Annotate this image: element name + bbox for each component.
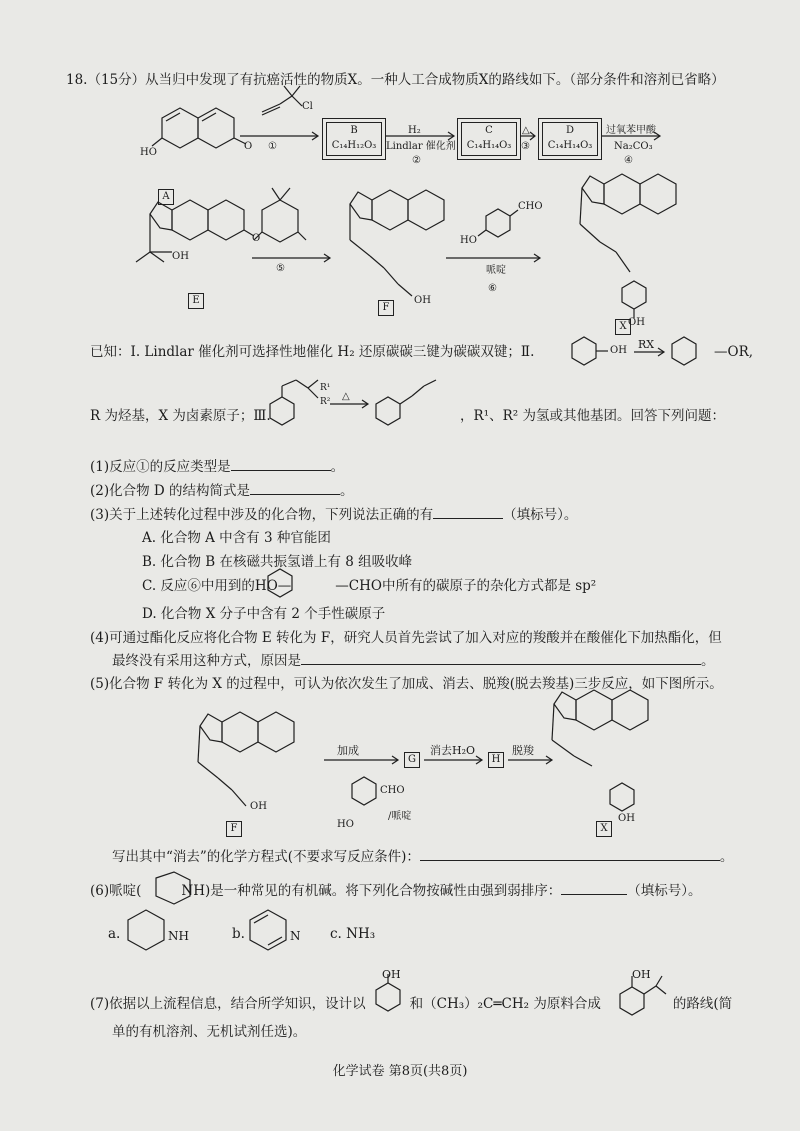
compound-label-f: F [378,300,394,316]
q5-ask: 写出其中“消去”的化学方程式(不要求写反应条件)： 。 [112,846,733,867]
structure-a [152,108,246,148]
question-header: 18.（15分）从当归中发现了有抗癌活性的物质X。一种人工合成物质X的路线如下。（部分条件和溶剂已省略） [66,72,725,88]
cond-peracid: 过氧苯甲酸 [606,125,656,136]
q5-add-label: 加成 [337,744,359,757]
q3-option-d: D. 化合物 X 分子中含有 2 个手性碳原子 [142,606,386,622]
q5-elim-label: 消去H₂O [430,744,476,757]
q4-text-2: 最终没有采用这种方式，原因是 。 [112,650,715,671]
structure-known-claisen [270,380,436,425]
known-or: —OR, [714,344,754,360]
structure-known-phenol [572,337,696,365]
q5-compound-x: X [596,821,612,837]
q5-piperidine: /哌啶 [388,811,412,822]
q2-text: (2)化合物 D 的结构简式是 。 [90,480,354,501]
atom-aldehyde-ho: HO [460,235,477,246]
q5-decarb-label: 脱羧 [512,744,534,757]
compound-box-b: B C₁₄H₁₂O₃ [322,118,386,160]
known-rx: RX [638,338,655,351]
q5-ho: HO [337,819,354,830]
atom-cl: Cl [302,101,313,112]
reaction-arrows-row2 [252,254,540,262]
q6-option-a: a. [108,926,121,942]
q3-text: (3)关于上述转化过程中涉及的化合物，下列说法正确的有 （填标号）。 [90,504,577,525]
structure-meldrums-acid [254,188,306,242]
compound-label-a: A [158,186,174,206]
q6-option-c: c. NH₃ [330,926,376,942]
atom-x-oh: OH [628,317,645,328]
atom-a-o: O [244,141,253,152]
atom-q5-f-oh: OH [250,801,267,812]
q5-compound-g: G [404,752,420,768]
atom-a-ho: HO [140,147,157,158]
structure-q6-b [250,910,286,950]
q7-product-oh: OH [632,968,651,981]
atom-known-r2: R² [320,397,331,407]
q6-option-b: b. [232,926,245,942]
q7-text-1: (7)依据以上流程信息，结合所学知识，设计以 和（CH₃）₂C═CH₂ 为原料合成 的路线(简 [90,996,733,1012]
atom-q5-x-oh: OH [618,813,635,824]
cond-heat: △ [522,125,530,136]
step-1-label: ① [268,141,277,152]
structure-q7-product [620,976,666,1015]
structure-q6-piperidine [156,872,190,904]
atom-known-r1: R¹ [320,383,331,393]
q1-text: (1)反应①的反应类型是 。 [90,456,344,477]
structure-e [136,200,254,262]
known-heat: △ [342,391,350,402]
q7-text-2: 单的有机溶剂、无机试剂任选)。 [112,1024,307,1040]
q4-text-1: (4)可通过酯化反应将化合物 E 转化为 F，研究人员首先尝试了加入对应的羧酸并在酸催化下加热酯化，但 [90,630,722,646]
structure-q3c-ring [268,569,292,597]
step-5-label: ⑤ [276,263,285,274]
known-line-2-tail: ，R¹、R² 为氢或其他基团。回答下列问题： [460,408,725,424]
cond-h2: H₂ [408,125,421,136]
atom-e-o: O [252,233,261,244]
q5-compound-f: F [226,821,242,837]
compound-label-x: X [615,319,631,335]
structure-chloro-alkyne [262,86,302,115]
q5-text: (5)化合物 F 转化为 X 的过程中，可认为依次发生了加成、消去、脱羧(脱去羧基)三步反应，如下图所示。 [90,676,723,692]
structure-q6-a [128,910,164,950]
q5-compound-h: H [488,752,504,768]
known-line-2: R 为烃基，X 为卤素原子；Ⅲ. [90,408,271,424]
step-4-label: ④ [624,155,633,166]
atom-f-oh: OH [414,295,431,306]
reaction-arrows-q5 [324,756,552,764]
step-3-label: ③ [521,141,530,152]
cond-lindlar: Lindlar 催化剂 [386,141,456,152]
q6-text: (6)哌啶( NH)是一种常见的有机碱。将下列化合物按碱性由强到弱排序： （填标号）。 [90,880,702,901]
step-2-label: ② [412,155,421,166]
cond-piperidine: 哌啶 [486,265,506,276]
structure-x [580,174,676,318]
structure-f [350,190,444,296]
atom-aldehyde-cho: CHO [518,201,543,212]
structure-q5-f [198,712,294,806]
structure-q5-aldehyde [352,777,376,805]
known-line-1: 已知：Ⅰ. Lindlar 催化剂可选择性地催化 H₂ 还原碳碳三键为碳碳双键；Ⅱ. [90,344,535,360]
cond-na2co3: Na₂CO₃ [614,141,653,152]
q3-option-b: B. 化合物 B 在核磁共振氢谱上有 8 组吸收峰 [142,554,413,570]
structure-q5-x [552,690,648,811]
q6-option-a-nh: NH [168,929,189,943]
atom-known-oh: OH [610,345,627,356]
compound-box-c: C C₁₄H₁₄O₃ [457,118,521,160]
step-6-label: ⑥ [488,283,497,294]
atom-e-oh: OH [172,251,189,262]
compound-box-d: D C₁₄H₁₄O₃ [538,118,602,160]
page-footer: 化学试卷 第8页(共8页) [332,1064,468,1079]
q7-phenol-oh: OH [382,968,401,981]
structure-hydroxybenzaldehyde [478,209,518,237]
q3-option-a: A. 化合物 A 中含有 3 种官能团 [142,530,331,546]
q5-cho: CHO [380,785,405,796]
structure-q7-phenol [376,974,400,1011]
reaction-arrows-row1 [240,132,660,140]
q6-option-b-n: N [290,929,301,943]
q3-option-c: C. 反应⑥中用到的HO— —CHO中所有的碳原子的杂化方式都是 sp² [142,578,597,594]
compound-label-e: E [188,293,204,309]
